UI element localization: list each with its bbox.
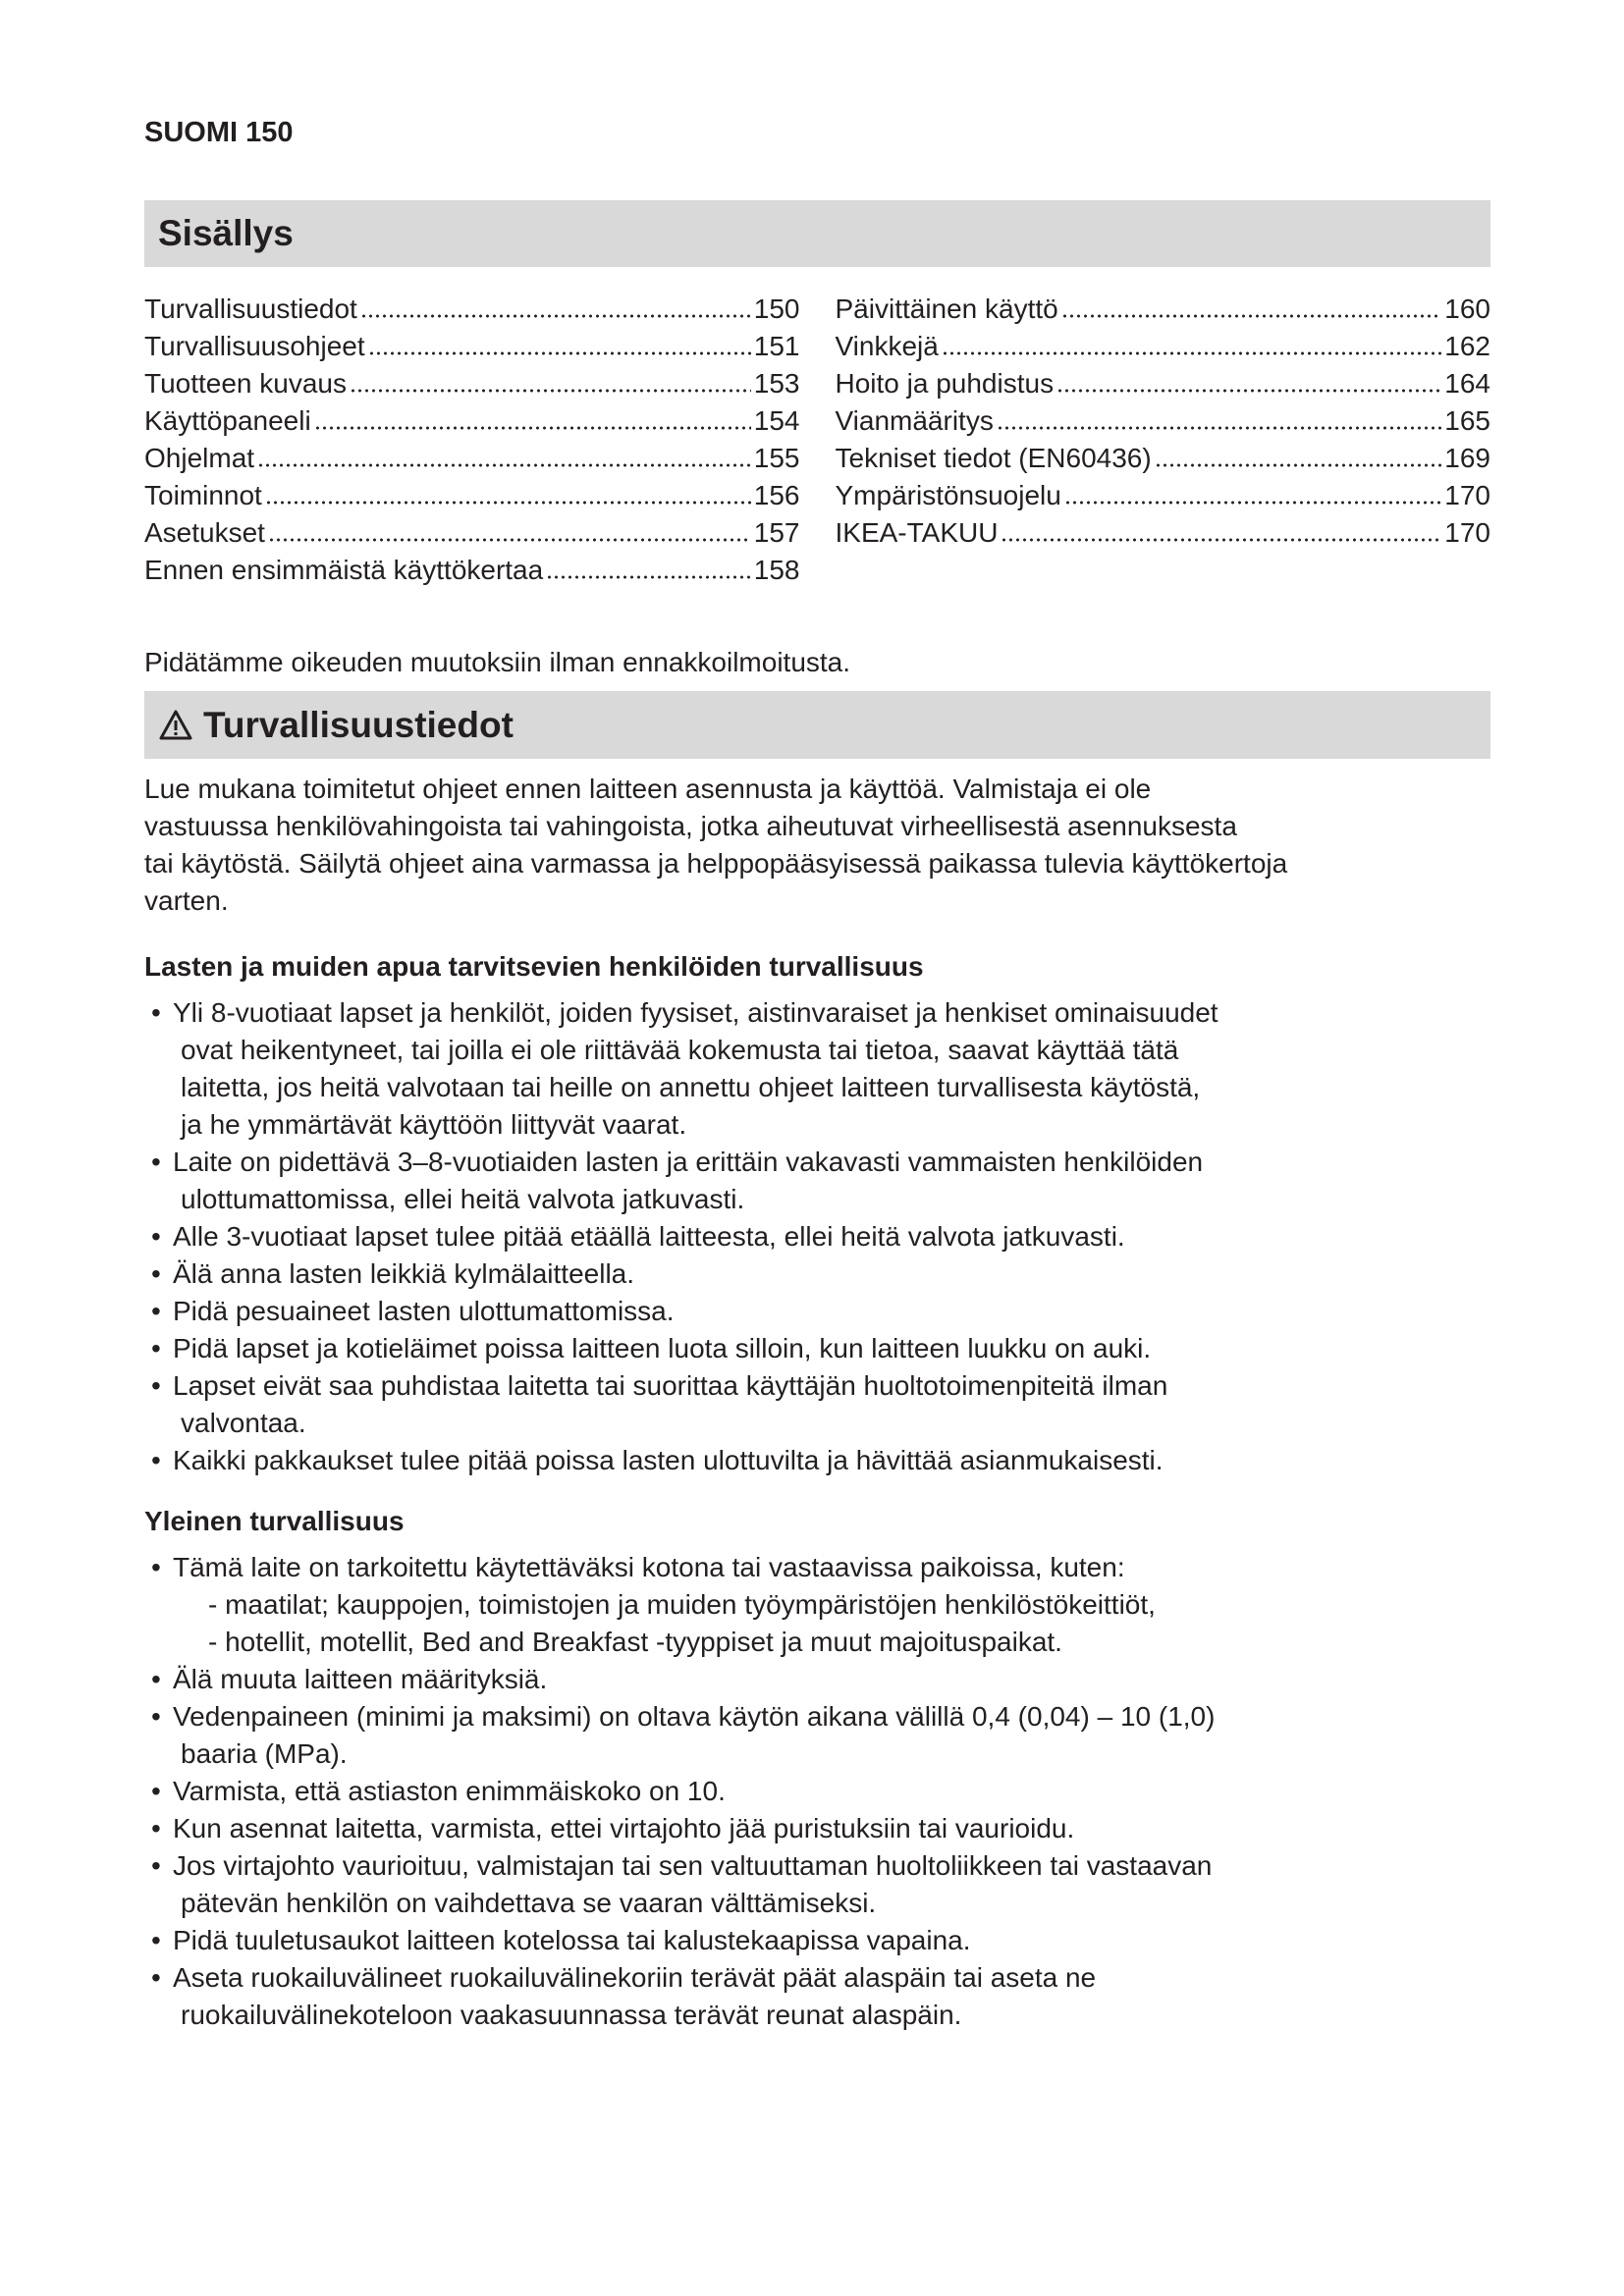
paragraph-line: vastuussa henkilövahingoista tai vahingoista, jotka aiheutuvat virheellisestä asennuksesta: [144, 811, 1237, 841]
toc-entry-page: 164: [1444, 368, 1490, 399]
bullet: •: [151, 1370, 161, 1401]
list-item-line: Pidä tuuletusaukot laitteen kotelossa tai kalustekaapissa vapaina.: [173, 1925, 971, 1955]
toc-entry-label: Tuotteen kuvaus: [144, 368, 347, 399]
list-item: [144, 1847, 1490, 1922]
list-item-line: Jos virtajohto vaurioituu, valmistajan tai sen valtuuttaman huoltoliikkeen tai vastaavan: [173, 1850, 1213, 1881]
toc-dot-leader: [314, 402, 751, 431]
list-item-line: ovat heikentyneet, tai joilla ei ole riittävää kokemusta tai tietoa, saavat käyttää tätä: [181, 1035, 1179, 1065]
general-safety-heading: Yleinen turvallisuus: [144, 1506, 405, 1536]
list-item-line: Vedenpaineen (minimi ja maksimi) on oltava käytön aikana välillä 0,4 (0,04) – 10 (1,0): [173, 1701, 1216, 1732]
toc-dot-leader: [1001, 514, 1441, 543]
general-safety-list: [144, 1549, 1490, 2034]
toc-dot-leader: [546, 552, 751, 580]
toc-entry-label: Turvallisuusohjeet: [144, 331, 365, 361]
bullet: •: [151, 1962, 161, 1993]
bullet: •: [151, 1333, 161, 1363]
list-item-line: ulottumattomissa, ellei heitä valvota jatkuvasti.: [181, 1184, 745, 1214]
bullet: •: [151, 1664, 161, 1694]
warning-triangle-icon: [158, 708, 193, 743]
toc-entry[interactable]: [144, 402, 800, 440]
safety-heading-band: [144, 691, 1490, 759]
toc-entry[interactable]: [836, 514, 1491, 552]
toc-dot-leader: [368, 328, 751, 356]
toc-entry-label: Vinkkejä: [835, 331, 939, 361]
paragraph-line: Lue mukana toimitetut ohjeet ennen laitteen asennusta ja käyttöä. Valmistaja ei ole: [144, 774, 1152, 804]
toc-entry[interactable]: [836, 402, 1491, 440]
toc-entry-label: Toiminnot: [144, 480, 262, 510]
paragraph-line: varten.: [144, 885, 229, 916]
toc-entry[interactable]: [144, 365, 800, 402]
list-item-line: ja he ymmärtävät käyttöön liittyvät vaarat.: [181, 1109, 687, 1140]
toc-entry-page: 156: [753, 480, 800, 510]
toc-entry-page: 155: [753, 443, 800, 473]
list-item: [144, 1549, 1490, 1661]
toc-entry[interactable]: [836, 328, 1491, 365]
list-item: [144, 994, 1490, 1144]
list-item: [144, 1144, 1490, 1218]
toc-dot-leader: [1155, 440, 1442, 468]
bullet: •: [151, 997, 161, 1028]
bullet: •: [151, 1258, 161, 1289]
toc-dot-leader: [997, 402, 1441, 431]
toc-entry-label: Ympäristönsuojelu: [835, 480, 1061, 510]
list-item: [144, 1661, 1490, 1698]
list-item-line: Alle 3-vuotiaat lapset tulee pitää etäällä laitteesta, ellei heitä valvota jatkuvasti.: [173, 1221, 1125, 1252]
toc-entry-page: 169: [1444, 443, 1490, 473]
toc-entry-label: IKEA-TAKUU: [835, 517, 999, 548]
bullet: •: [151, 1850, 161, 1881]
bullet: •: [151, 1445, 161, 1475]
bullet: •: [151, 1813, 161, 1843]
toc-entry-label: Hoito ja puhdistus: [835, 368, 1055, 399]
toc-entry-label: Tekniset tiedot (EN60436): [835, 443, 1152, 473]
list-item: [144, 1810, 1490, 1847]
table-of-contents: [144, 291, 1490, 589]
list-item-line: Pidä lapset ja kotieläimet poissa laitteen luota silloin, kun laitteen luukku on auki.: [173, 1333, 1152, 1363]
toc-entry[interactable]: [144, 440, 800, 477]
safety-title: Turvallisuustiedot: [203, 704, 514, 745]
toc-entry-page: 170: [1444, 517, 1490, 548]
list-item: [144, 1922, 1490, 1959]
list-item-line: Pidä pesuaineet lasten ulottumattomissa.: [173, 1296, 675, 1326]
list-item-line: valvontaa.: [181, 1408, 306, 1438]
list-item-line: laitetta, jos heitä valvotaan tai heille on annettu ohjeet laitteen turvallisesta käytöstä,: [181, 1072, 1201, 1102]
sub-list-item: - maatilat; kauppojen, toimistojen ja muiden työympäristöjen henkilöstökeittiöt,: [208, 1589, 1156, 1620]
toc-entry-label: Asetukset: [144, 517, 265, 548]
bullet: •: [151, 1776, 161, 1806]
children-safety-heading: Lasten ja muiden apua tarvitsevien henkilöiden turvallisuus: [144, 951, 924, 982]
toc-entry-label: Käyttöpaneeli: [144, 405, 311, 436]
toc-entry-page: 162: [1444, 331, 1490, 361]
toc-dot-leader: [268, 514, 751, 543]
bullet: •: [151, 1552, 161, 1582]
list-item-line: Aseta ruokailuvälineet ruokailuvälinekoriin terävät päät alaspäin tai aseta ne: [173, 1962, 1097, 1993]
toc-entry[interactable]: [144, 328, 800, 365]
list-item-line: Tämä laite on tarkoitettu käytettäväksi kotona tai vastaavissa paikoissa, kuten:: [173, 1552, 1125, 1582]
list-item-line: Varmista, että astiaston enimmäiskoko on 10.: [173, 1776, 726, 1806]
toc-entry[interactable]: [836, 477, 1491, 514]
toc-entry[interactable]: [144, 514, 800, 552]
safety-intro-paragraph: [144, 771, 1490, 920]
bullet: •: [151, 1701, 161, 1732]
list-item: [144, 1218, 1490, 1255]
toc-entry-page: 151: [753, 331, 800, 361]
toc-entry-page: 154: [753, 405, 800, 436]
list-item-line: Lapset eivät saa puhdistaa laitetta tai suorittaa käyttäjän huoltotoimenpiteitä ilman: [173, 1370, 1168, 1401]
toc-dot-leader: [360, 291, 751, 319]
list-item-line: Yli 8-vuotiaat lapset ja henkilöt, joiden fyysiset, aistinvaraiset ja henkiset ominaisuudet: [173, 997, 1218, 1028]
toc-entry-page: 158: [753, 555, 800, 585]
toc-entry[interactable]: [836, 365, 1491, 402]
list-item: [144, 1442, 1490, 1479]
list-item: [144, 1330, 1490, 1367]
toc-dot-leader: [265, 477, 751, 506]
toc-entry[interactable]: [836, 440, 1491, 477]
toc-entry-page: 153: [753, 368, 800, 399]
page-header: SUOMI 150: [144, 117, 294, 148]
toc-entry[interactable]: [144, 477, 800, 514]
toc-entry-page: 160: [1444, 294, 1490, 324]
list-item-line: Älä anna lasten leikkiä kylmälaitteella.: [173, 1258, 635, 1289]
toc-right-column: [836, 291, 1491, 589]
list-item-line: ruokailuvälinekoteloon vaakasuunnassa terävät reunat alaspäin.: [181, 2000, 962, 2030]
toc-heading-band: [144, 200, 1490, 267]
bullet: •: [151, 1221, 161, 1252]
list-item: [144, 1367, 1490, 1442]
list-item: [144, 1959, 1490, 2034]
toc-entry-page: 157: [753, 517, 800, 548]
list-item-line: Kaikki pakkaukset tulee pitää poissa lasten ulottuvilta ja hävittää asianmukaisesti.: [173, 1445, 1164, 1475]
toc-dot-leader: [1064, 477, 1441, 506]
toc-entry-page: 150: [753, 294, 800, 324]
toc-dot-leader: [257, 440, 751, 468]
toc-entry-page: 170: [1444, 480, 1490, 510]
toc-dot-leader: [1061, 291, 1442, 319]
list-item-line: baaria (MPa).: [181, 1738, 348, 1769]
toc-title: Sisällys: [158, 213, 294, 253]
sub-list-item: - hotellit, motellit, Bed and Breakfast -tyyppiset ja muut majoituspaikat.: [208, 1627, 1062, 1657]
toc-entry-label: Vianmääritys: [835, 405, 994, 436]
list-item: [144, 1773, 1490, 1810]
toc-entry-label: Ohjelmat: [144, 443, 255, 473]
paragraph-line: tai käytöstä. Säilytä ohjeet aina varmassa ja helppopääsyisessä paikassa tulevia käyttökertoja: [144, 848, 1288, 879]
disclaimer-note: Pidätämme oikeuden muutoksiin ilman ennakkoilmoitusta.: [144, 647, 851, 677]
list-item-line: Laite on pidettävä 3–8-vuotiaiden lasten ja erittäin vakavasti vammaisten henkilöiden: [173, 1147, 1204, 1177]
list-item-line: pätevän henkilön on vaihdettava se vaaran välttämiseksi.: [181, 1888, 877, 1918]
bullet: •: [151, 1296, 161, 1326]
toc-entry[interactable]: [144, 552, 800, 589]
toc-dot-leader: [1056, 365, 1441, 394]
toc-entry[interactable]: [144, 291, 800, 328]
list-item: [144, 1698, 1490, 1773]
list-item-line: Kun asennat laitetta, varmista, ettei virtajohto jää puristuksiin tai vaurioidu.: [173, 1813, 1075, 1843]
toc-left-column: [144, 291, 800, 589]
bullet: •: [151, 1925, 161, 1955]
toc-entry-label: Ennen ensimmäistä käyttökertaa: [144, 555, 544, 585]
toc-dot-leader: [350, 365, 751, 394]
children-safety-list: [144, 994, 1490, 1479]
toc-dot-leader: [942, 328, 1441, 356]
toc-entry-page: 165: [1444, 405, 1490, 436]
bullet: •: [151, 1147, 161, 1177]
list-item: [144, 1293, 1490, 1330]
toc-entry-label: Päivittäinen käyttö: [835, 294, 1058, 324]
list-item: [144, 1255, 1490, 1293]
list-item-line: Älä muuta laitteen määrityksiä.: [173, 1664, 548, 1694]
toc-entry[interactable]: [836, 291, 1491, 328]
toc-entry-label: Turvallisuustiedot: [144, 294, 357, 324]
